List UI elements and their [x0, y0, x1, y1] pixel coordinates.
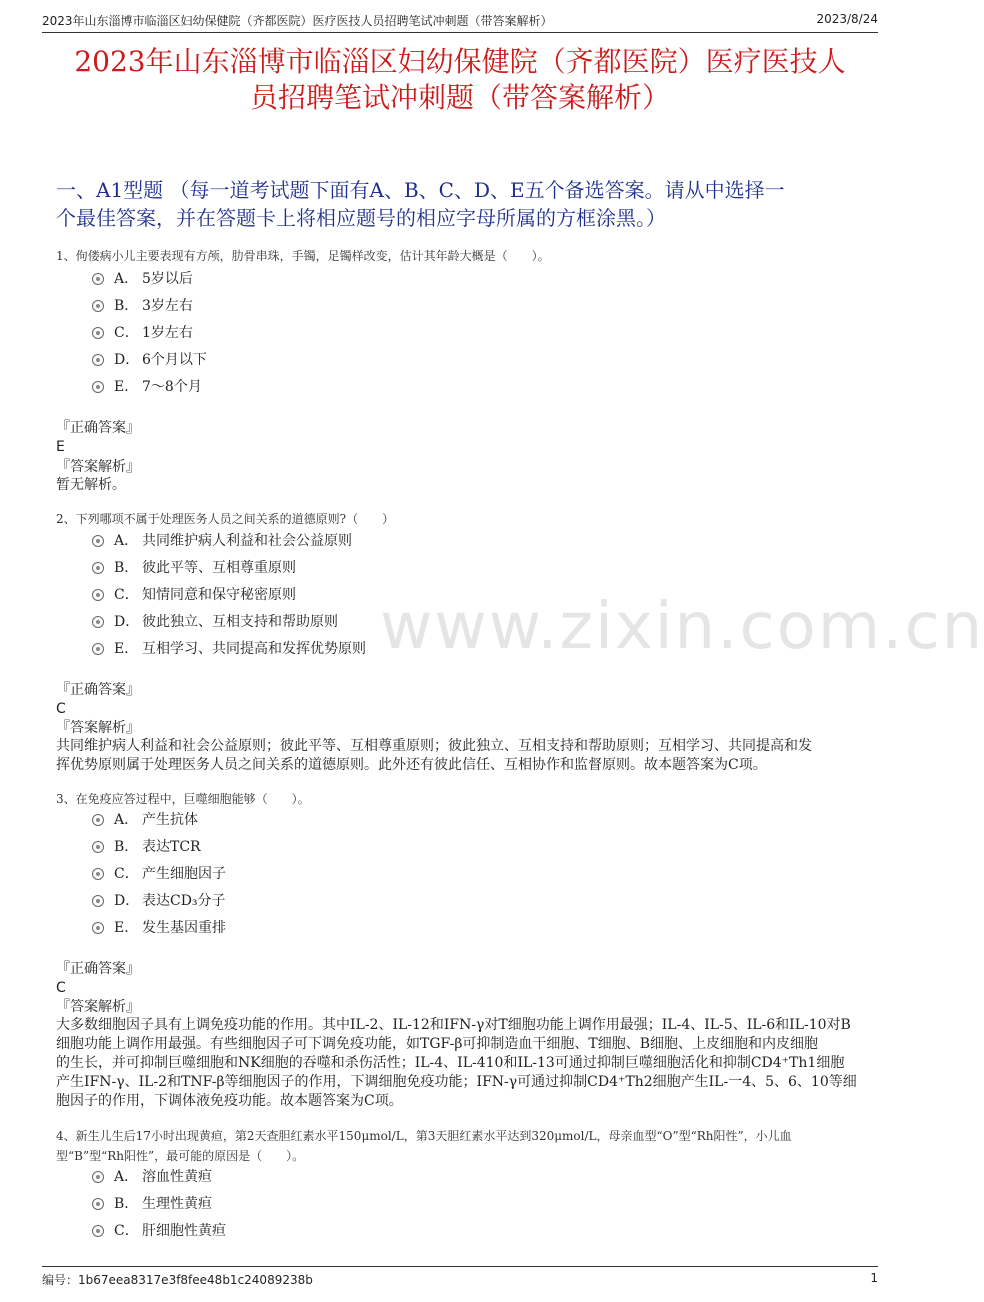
option-letter: E． [114, 641, 139, 657]
option-letter: D． [114, 614, 140, 630]
question-3-stem: 3、在免疫应答过程中，巨噬细胞能够（ ）。 [56, 792, 310, 806]
radio-icon[interactable] [92, 922, 104, 934]
option-text: 6个月以下 [142, 352, 207, 368]
section-heading-line-2: 个最佳答案，并在答题卡上将相应题号的相应字母所属的方框涂黑。） [56, 206, 666, 230]
question-3-analysis-label: 『答案解析』 [56, 999, 140, 1015]
question-1-option-a[interactable] [92, 268, 592, 290]
question-4-option-b[interactable] [92, 1193, 592, 1215]
question-1-option-c[interactable] [92, 322, 592, 344]
document-title-line-2: 员招聘笔试冲刺题（带答案解析） [249, 81, 670, 114]
question-3-answer: C [56, 980, 66, 996]
option-text: 互相学习、共同提高和发挥优势原则 [142, 641, 366, 657]
option-letter: B． [114, 1196, 139, 1212]
option-letter: B． [114, 839, 139, 855]
question-1-option-e[interactable] [92, 376, 592, 398]
page-header [42, 8, 878, 33]
option-text: 彼此平等、互相尊重原则 [142, 560, 296, 576]
option-text: 知情同意和保守秘密原则 [142, 587, 296, 603]
option-letter: E． [114, 920, 139, 936]
question-1-answer: E [56, 439, 65, 455]
question-2-option-a[interactable] [92, 530, 592, 552]
option-text: 共同维护病人利益和社会公益原则 [142, 533, 352, 549]
radio-icon[interactable] [92, 616, 104, 628]
option-text: 产生抗体 [142, 812, 198, 828]
option-letter: A． [114, 271, 139, 287]
header-date: 2023/8/24 [816, 12, 878, 26]
question-2-answer: C [56, 701, 66, 717]
radio-icon[interactable] [92, 868, 104, 880]
option-text: 5岁以后 [142, 271, 193, 287]
radio-icon[interactable] [92, 589, 104, 601]
question-4-stem-line-1: 4、新生儿生后17小时出现黄疸，第2天查胆红素水平150μmol/L，第3天胆红素水平达到320μmol/L，母亲血型“O”型“Rh阳性”，小儿血 [56, 1129, 792, 1143]
question-4-option-c[interactable] [92, 1220, 592, 1242]
option-letter: B． [114, 560, 139, 576]
document-title-line-1: 2023年山东淄博市临淄区妇幼保健院（齐都医院）医疗医技人 [74, 45, 846, 78]
radio-icon[interactable] [92, 354, 104, 366]
radio-icon[interactable] [92, 895, 104, 907]
option-text: 1岁左右 [142, 325, 193, 341]
footer-document-id: 编号：1b67eea8317e3f8fee48b1c24089238b [42, 1273, 313, 1287]
question-1-stem: 1、佝偻病小儿主要表现有方颅，肋骨串珠，手镯，足镯样改变，估计其年龄大概是（ ）。 [56, 249, 550, 263]
radio-icon[interactable] [92, 300, 104, 312]
option-letter: A． [114, 1169, 139, 1185]
page-footer [42, 1266, 878, 1289]
radio-icon[interactable] [92, 562, 104, 574]
question-4-stem-line-2: 型“B”型“Rh阳性”，最可能的原因是（ ）。 [56, 1149, 305, 1163]
option-text: 发生基因重排 [142, 920, 226, 936]
question-2-analysis [56, 737, 868, 775]
analysis-line: 产生IFN-γ、IL-2和TNF-β等细胞因子的作用，下调细胞免疫功能；IFN-γ可通过抑制CD4⁺Th2细胞产生IL-一4、5、6、10等细 [56, 1074, 857, 1090]
question-1-option-b[interactable] [92, 295, 592, 317]
analysis-line: 胞因子的作用，下调体液免疫功能。故本题答案为C项。 [56, 1093, 403, 1109]
option-letter: B． [114, 298, 139, 314]
analysis-line: 共同维护病人利益和社会公益原则；彼此平等、互相尊重原则；彼此独立、互相支持和帮助原则；互相学习、共同提高和发 [56, 738, 812, 754]
question-3-option-a[interactable] [92, 809, 592, 831]
option-text: 肝细胞性黄疸 [142, 1223, 226, 1239]
option-letter: E． [114, 379, 139, 395]
radio-icon[interactable] [92, 1225, 104, 1237]
radio-icon[interactable] [92, 273, 104, 285]
option-text: 彼此独立、互相支持和帮助原则 [142, 614, 338, 630]
question-1-option-d[interactable] [92, 349, 592, 371]
document-title [40, 44, 880, 116]
analysis-line: 细胞功能上调作用最强。有些细胞因子可下调免疫功能，如TGF-β可抑制造血干细胞、T细胞、B细胞、上皮细胞和内皮细胞 [56, 1036, 819, 1052]
option-text: 产生细胞因子 [142, 866, 226, 882]
question-2-stem: 2、下列哪项不属于处理医务人员之间关系的道德原则?（ ） [56, 512, 395, 526]
question-2-option-d[interactable] [92, 611, 592, 633]
option-letter: D． [114, 893, 140, 909]
question-4-stem [56, 1126, 876, 1166]
option-text: 生理性黄疸 [142, 1196, 212, 1212]
radio-icon[interactable] [92, 327, 104, 339]
question-2-analysis-label: 『答案解析』 [56, 720, 140, 736]
section-heading-line-1: 一、A1型题 （每一道考试题下面有A、B、C、D、E五个备选答案。请从中选择一 [56, 178, 785, 202]
question-3-option-e[interactable] [92, 917, 592, 939]
analysis-line: 大多数细胞因子具有上调免疫功能的作用。其中IL-2、IL-12和IFN-γ对T细胞功能上调作用最强；IL-4、IL-5、IL-6和IL-10对B [56, 1017, 851, 1033]
question-3-answer-label: 『正确答案』 [56, 961, 140, 977]
option-letter: A． [114, 812, 139, 828]
radio-icon[interactable] [92, 535, 104, 547]
option-letter: C． [114, 587, 139, 603]
question-3-option-c[interactable] [92, 863, 592, 885]
analysis-line: 的生长，并可抑制巨噬细胞和NK细胞的吞噬和杀伤活性；IL-4、IL-410和IL-13可通过抑制巨噬细胞活化和抑制CD4⁺Th1细胞 [56, 1055, 845, 1071]
question-2-answer-label: 『正确答案』 [56, 682, 140, 698]
radio-icon[interactable] [92, 1198, 104, 1210]
question-3-option-b[interactable] [92, 836, 592, 858]
question-2-option-b[interactable] [92, 557, 592, 579]
question-4-option-a[interactable] [92, 1166, 592, 1188]
question-3-analysis [56, 1016, 868, 1111]
option-text: 7～8个月 [142, 379, 202, 395]
question-1-answer-label: 『正确答案』 [56, 420, 140, 436]
footer-page-number: 1 [870, 1271, 878, 1285]
option-letter: A． [114, 533, 139, 549]
question-2-option-c[interactable] [92, 584, 592, 606]
question-3-option-d[interactable] [92, 890, 592, 912]
radio-icon[interactable] [92, 841, 104, 853]
radio-icon[interactable] [92, 643, 104, 655]
header-document-title: 2023年山东淄博市临淄区妇幼保健院（齐都医院）医疗医技人员招聘笔试冲刺题（带答案解析） [42, 14, 553, 28]
option-letter: C． [114, 866, 139, 882]
option-text: 表达TCR [142, 839, 201, 855]
option-text: 表达CD₃分子 [142, 893, 226, 909]
question-2-option-e[interactable] [92, 638, 592, 660]
radio-icon[interactable] [92, 381, 104, 393]
analysis-line: 挥优势原则属于处理医务人员之间关系的道德原则。此外还有彼此信任、互相协作和监督原则。故本题答案为C项。 [56, 757, 767, 773]
radio-icon[interactable] [92, 814, 104, 826]
option-letter: D． [114, 352, 140, 368]
question-1-analysis-label: 『答案解析』 [56, 459, 140, 475]
option-letter: C． [114, 1223, 139, 1239]
section-heading [56, 176, 868, 232]
option-letter: C． [114, 325, 139, 341]
option-text: 溶血性黄疸 [142, 1169, 212, 1185]
radio-icon[interactable] [92, 1171, 104, 1183]
analysis-line: 暂无解析。 [56, 477, 126, 493]
question-1-analysis [56, 476, 868, 495]
watermark: www.zixin.com.cn [380, 590, 984, 664]
option-text: 3岁左右 [142, 298, 193, 314]
